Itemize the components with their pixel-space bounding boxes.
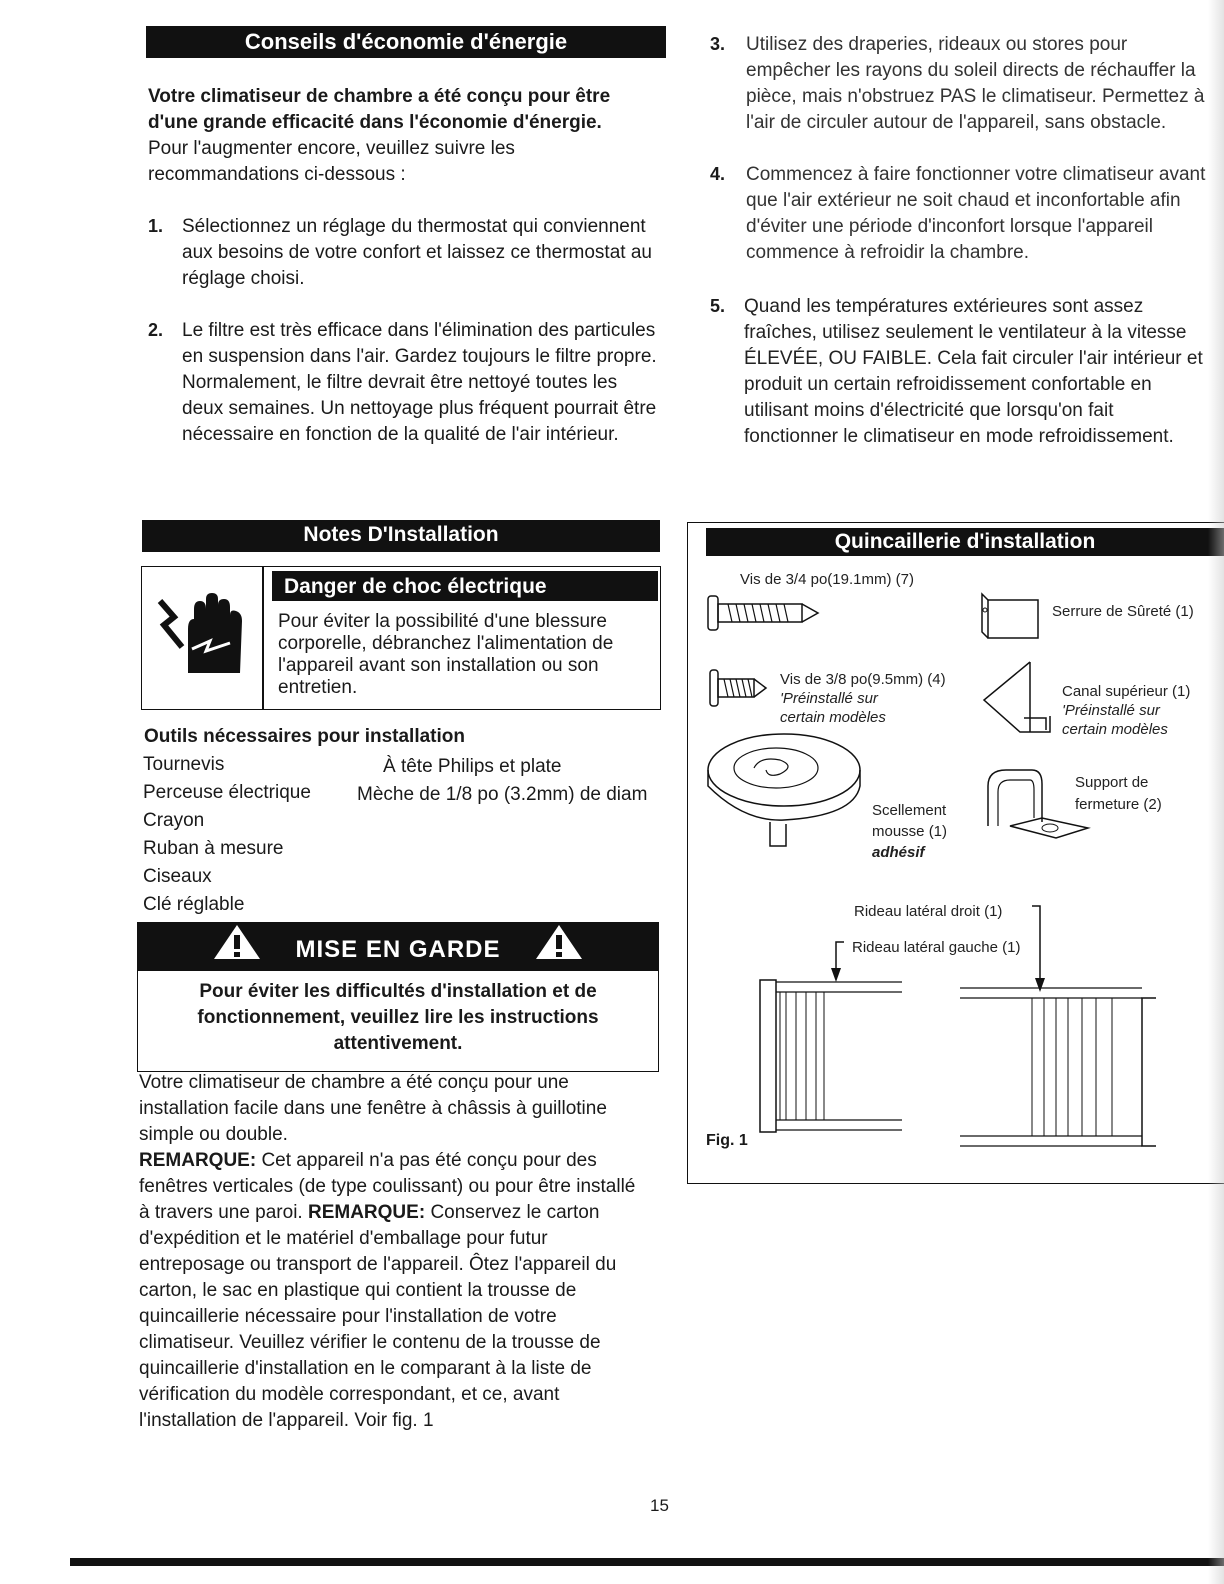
tool-detail: Mèche de 1/8 po (3.2mm) de diam [357, 784, 648, 805]
tools-title: Outils nécessaires pour installation [144, 726, 465, 747]
foam-label [872, 800, 947, 863]
tip-3-text: Utilisez des draperies, rideaux ou stores pour empêcher les rayons du soleil directs de réchauffer la pièce, mais n'obstruez PAS le climatiseur. Permettez à l'air de circuler autour de l'appareil, sans obstacle. [746, 34, 1205, 133]
screw-34-label: Vis de 3/4 po(19.1mm) (7) [740, 571, 914, 588]
top-channel-icon [980, 660, 1052, 743]
danger-box [141, 566, 661, 710]
tool-row [143, 808, 673, 836]
energy-intro [148, 84, 648, 188]
foam-text-3: adhésif [872, 844, 925, 861]
danger-title [272, 571, 658, 601]
support-label [1075, 772, 1162, 816]
tool-name: Tournevis [143, 754, 225, 775]
install-body-p3: Conservez le carton d'expédition et le matériel d'emballage pour futur entreposage ou transport de l'appareil. Ôtez l'appareil du carton, le sac en plastique qui contient la trousse de quincaillerie nécessaire pour l'installation de votre climatiseur. Veuillez vérifier le contenu de la trousse de quincaillerie d'installation en le comparant à la liste de vérification du modèle correspondant, et ce, avant l'installation de l'appareil. Voir fig. 1 [139, 1202, 617, 1431]
tool-row [143, 892, 673, 920]
screw-38-text: Vis de 3/8 po(9.5mm) (4) [780, 671, 946, 688]
energy-header [146, 26, 666, 58]
tip-1-number: 1. [148, 216, 164, 236]
short-screw-icon [708, 666, 770, 715]
install-header [142, 520, 660, 552]
foam-text-1: Scellement [872, 802, 947, 819]
support-text-1: Support de [1075, 774, 1149, 791]
remarque-label: REMARQUE: [139, 1150, 257, 1171]
electric-shock-icon [152, 589, 244, 681]
warning-title: MISE EN GARDE [295, 935, 501, 963]
install-body-p1: Votre climatiseur de chambre a été conçu pour une installation facile dans une fenêtre à châssis à guillotine simple ou double. [139, 1072, 607, 1145]
long-screw-icon [706, 592, 822, 639]
tip-4-text: Commencez à faire fonctionner votre climatiseur avant que l'air extérieur ne soit chaud et inconfortable afin d'éviter une période d'inconfort lorsque l'appareil commence à refroidir la chambre. [746, 164, 1206, 263]
tip-1 [148, 214, 668, 292]
energy-intro-rest: Pour l'augmenter encore, veuillez suivre les recommandations ci-dessous : [148, 138, 515, 185]
danger-text: Pour éviter la possibilité d'une blessure corporelle, débranchez l'alimentation de l'appareil avant son installation ou son entretien. [278, 611, 614, 698]
install-body-p2: Cet appareil n'a pas été conçu pour des fenêtres verticales (de type coulissant) ou pour être installé à travers une paroi. [139, 1150, 636, 1223]
warning-text: Pour éviter les difficultés d'installation et de fonctionnement, veuillez lire les instructions attentivement. [197, 981, 599, 1054]
warning-box [137, 922, 659, 1072]
curtain-left-label: Rideau latéral gauche (1) [852, 939, 1021, 956]
top-channel-note-2: certain modèles [1062, 721, 1168, 738]
energy-header-text: Conseils d'économie d'énergie [244, 29, 568, 54]
tip-2-number: 2. [148, 320, 164, 340]
tip-5-number: 5. [710, 296, 726, 316]
tip-3-number: 3. [710, 34, 726, 54]
tip-4 [710, 162, 1210, 266]
tool-row [143, 864, 673, 892]
side-curtains-drawing [756, 902, 1156, 1167]
danger-divider [262, 567, 264, 709]
remarque-label-2: REMARQUE: [307, 1202, 426, 1223]
screw-38-label [780, 670, 946, 727]
tip-3 [710, 32, 1210, 136]
top-channel-text: Canal supérieur (1) [1062, 683, 1191, 700]
energy-intro-bold: Votre climatiseur de chambre a été conçu pour être d'une grande efficacité dans l'économie d'énergie. [148, 86, 611, 133]
tip-2 [148, 318, 668, 448]
warning-title-bar [138, 923, 658, 971]
tool-row [143, 780, 673, 808]
security-lock-icon [980, 592, 1044, 647]
tool-name: Perceuse électrique [143, 782, 311, 803]
tool-name: Clé réglable [143, 894, 245, 915]
tool-name: Ruban à mesure [143, 838, 284, 859]
install-body [139, 1070, 639, 1434]
tip-4-number: 4. [710, 164, 726, 184]
lock-label: Serrure de Sûreté (1) [1052, 603, 1194, 620]
page-number: 15 [650, 1496, 669, 1515]
tools-list [143, 752, 673, 920]
right-edge-shadow [1208, 0, 1224, 1584]
figure-caption: Fig. 1 [706, 1132, 748, 1149]
warning-left-icon [212, 923, 262, 978]
top-channel-note-1: 'Préinstallé sur [1062, 702, 1160, 719]
tip-2-text: Le filtre est très efficace dans l'élimination des particules en suspension dans l'air. Gardez toujours le filtre propre. Normalement, le filtre devrait être nettoyé toutes les deux semaines. Un nettoyage plus fréquent pourrait être nécessaire en fonction de la qualité de l'air intérieur. [182, 320, 657, 445]
tool-name: Ciseaux [143, 866, 212, 887]
foam-seal-icon [704, 730, 864, 855]
screw-38-note-2: certain modèles [780, 709, 886, 726]
tip-5 [710, 294, 1210, 450]
curtain-right-label: Rideau latéral droit (1) [854, 903, 1003, 920]
danger-title-text: Danger de choc électrique [284, 575, 547, 598]
tool-row [143, 752, 673, 780]
bottom-rule [70, 1558, 1224, 1566]
screw-38-note-1: 'Préinstallé sur [780, 690, 878, 707]
support-text-2: fermeture (2) [1075, 796, 1162, 813]
tip-1-text: Sélectionnez un réglage du thermostat qui conviennent aux besoins de votre confort et laissez ce thermostat au réglage choisi. [182, 216, 652, 289]
foam-text-2: mousse (1) [872, 823, 948, 840]
warning-right-icon [534, 923, 584, 978]
tool-name: Crayon [143, 810, 205, 831]
hardware-header-text: Quincaillerie d'installation [834, 530, 1096, 553]
install-header-text: Notes D'Installation [303, 523, 499, 546]
tool-detail: À tête Philips et plate [383, 756, 562, 777]
top-channel-label [1062, 682, 1190, 739]
hardware-header [706, 528, 1224, 556]
tool-row [143, 836, 673, 864]
tip-5-text: Quand les températures extérieures sont assez fraîches, utilisez seulement le ventilateur à la vitesse ÉLEVÉE, OU FAIBLE. Cela fait circuler l'air intérieur et produit un certain refroidissement confortable en utilisant moins d'électricité que lorsqu'on fait fonctionner le climatiseur en mode refroidissement. [744, 296, 1203, 447]
